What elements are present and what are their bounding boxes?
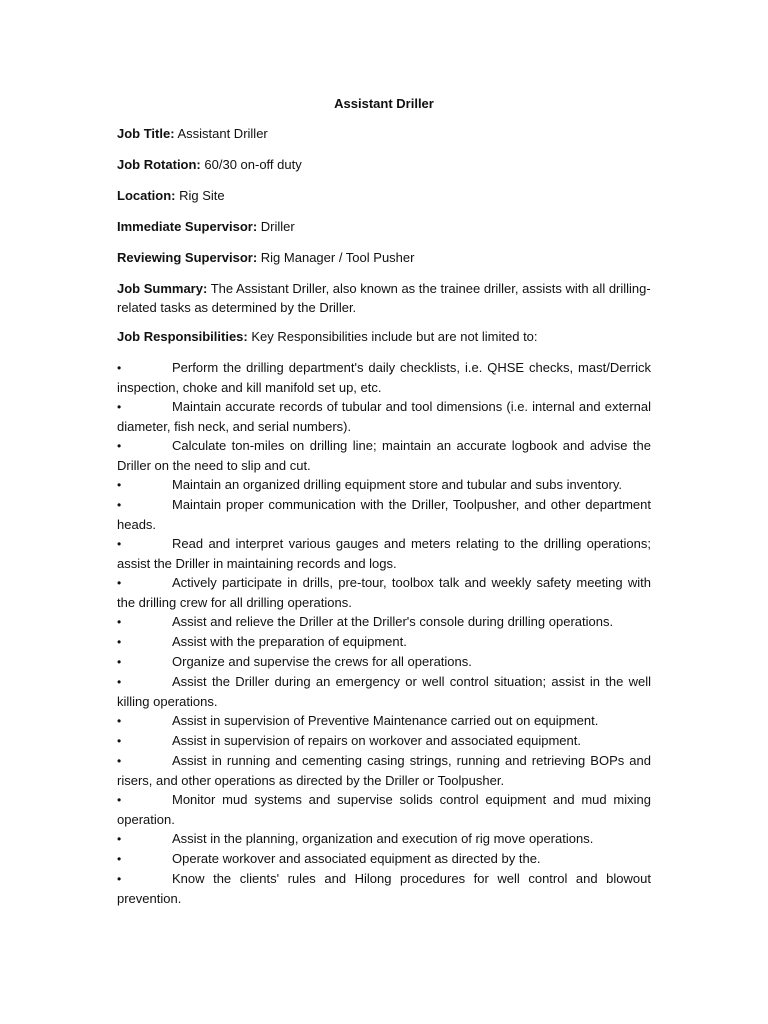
field-value: Rig Manager / Tool Pusher (260, 250, 415, 265)
list-item-text: Read and interpret various gauges and meters relating to the drilling operations; assist the Driller in maintaining records and logs. (117, 536, 651, 571)
field-job-rotation (117, 157, 651, 173)
bullet-icon: • (117, 478, 122, 492)
list-item (117, 829, 651, 849)
field-label: Job Rotation: (117, 157, 201, 172)
responsibilities-label: Job Responsibilities: (117, 329, 248, 344)
responsibilities-list (117, 358, 651, 908)
list-item-text: Operate workover and associated equipment as directed by the. (172, 851, 541, 866)
job-summary (117, 279, 651, 317)
field-immediate-supervisor (117, 219, 651, 235)
list-item-text: Know the clients' rules and Hilong procedures for well control and blowout prevention. (117, 871, 651, 906)
list-item-text: Assist the Driller during an emergency or well control situation; assist in the well killing operations. (117, 674, 651, 709)
list-item (117, 731, 651, 751)
list-item (117, 632, 651, 652)
bullet-icon: • (117, 852, 122, 866)
list-item (117, 495, 651, 534)
list-item (117, 711, 651, 731)
list-item-text: Assist in the planning, organization and execution of rig move operations. (172, 831, 594, 846)
bullet-icon: • (117, 361, 122, 375)
list-item (117, 534, 651, 573)
list-item (117, 790, 651, 829)
field-label: Immediate Supervisor: (117, 219, 258, 234)
bullet-icon: • (117, 635, 122, 649)
field-location (117, 188, 651, 204)
field-value: Driller (260, 219, 295, 234)
summary-text: The Assistant Driller, also known as the trainee driller, assists with all drilling-related tasks as determined by the Driller. (117, 281, 651, 315)
list-item-text: Assist in supervision of repairs on workover and associated equipment. (172, 733, 581, 748)
field-label: Location: (117, 188, 176, 203)
list-item (117, 849, 651, 869)
bullet-icon: • (117, 439, 122, 453)
field-job-title (117, 126, 651, 142)
document-body (117, 96, 651, 908)
list-item-text: Maintain accurate records of tubular and tool dimensions (i.e. internal and external diameter, fish neck, and serial numbers). (117, 399, 651, 434)
list-item (117, 652, 651, 672)
bullet-icon: • (117, 832, 122, 846)
field-value: Assistant Driller (177, 126, 268, 141)
responsibilities-intro-text: Key Responsibilities include but are not limited to: (251, 329, 538, 344)
bullet-icon: • (117, 714, 122, 728)
field-reviewing-supervisor (117, 250, 651, 266)
list-item (117, 612, 651, 632)
field-value: 60/30 on-off duty (204, 157, 302, 172)
list-item-text: Assist with the preparation of equipment. (172, 634, 407, 649)
bullet-icon: • (117, 793, 122, 807)
bullet-icon: • (117, 576, 122, 590)
list-item-text: Maintain an organized drilling equipment store and tubular and subs inventory. (172, 477, 622, 492)
list-item (117, 869, 651, 908)
field-value: Rig Site (179, 188, 225, 203)
list-item (117, 672, 651, 711)
list-item-text: Organize and supervise the crews for all operations. (172, 654, 472, 669)
list-item-text: Assist in supervision of Preventive Maintenance carried out on equipment. (172, 713, 599, 728)
responsibilities-intro (117, 329, 651, 345)
list-item (117, 475, 651, 495)
field-label: Job Title: (117, 126, 175, 141)
list-item-text: Actively participate in drills, pre-tour, toolbox talk and weekly safety meeting with the drilling crew for all drilling operations. (117, 575, 651, 610)
bullet-icon: • (117, 872, 122, 886)
list-item-text: Assist in running and cementing casing strings, running and retrieving BOPs and risers, and other operations as directed by the Driller or Toolpusher. (117, 753, 651, 788)
list-item (117, 397, 651, 436)
summary-label: Job Summary: (117, 281, 208, 296)
bullet-icon: • (117, 400, 122, 414)
bullet-icon: • (117, 754, 122, 768)
list-item-text: Assist and relieve the Driller at the Driller's console during drilling operations. (172, 614, 614, 629)
field-label: Reviewing Supervisor: (117, 250, 258, 265)
bullet-icon: • (117, 615, 122, 629)
bullet-icon: • (117, 675, 122, 689)
list-item-text: Perform the drilling department's daily checklists, i.e. QHSE checks, mast/Derrick inspection, choke and kill manifold set up, etc. (117, 360, 651, 395)
bullet-icon: • (117, 655, 122, 669)
list-item (117, 436, 651, 475)
list-item (117, 751, 651, 790)
document-title: Assistant Driller (334, 96, 434, 111)
bullet-icon: • (117, 537, 122, 551)
bullet-icon: • (117, 734, 122, 748)
list-item (117, 573, 651, 612)
list-item-text: Calculate ton-miles on drilling line; maintain an accurate logbook and advise the Driller on the need to slip and cut. (117, 438, 651, 473)
list-item-text: Maintain proper communication with the Driller, Toolpusher, and other department heads. (117, 497, 651, 532)
list-item-text: Monitor mud systems and supervise solids control equipment and mud mixing operation. (117, 792, 651, 827)
list-item (117, 358, 651, 397)
bullet-icon: • (117, 498, 122, 512)
